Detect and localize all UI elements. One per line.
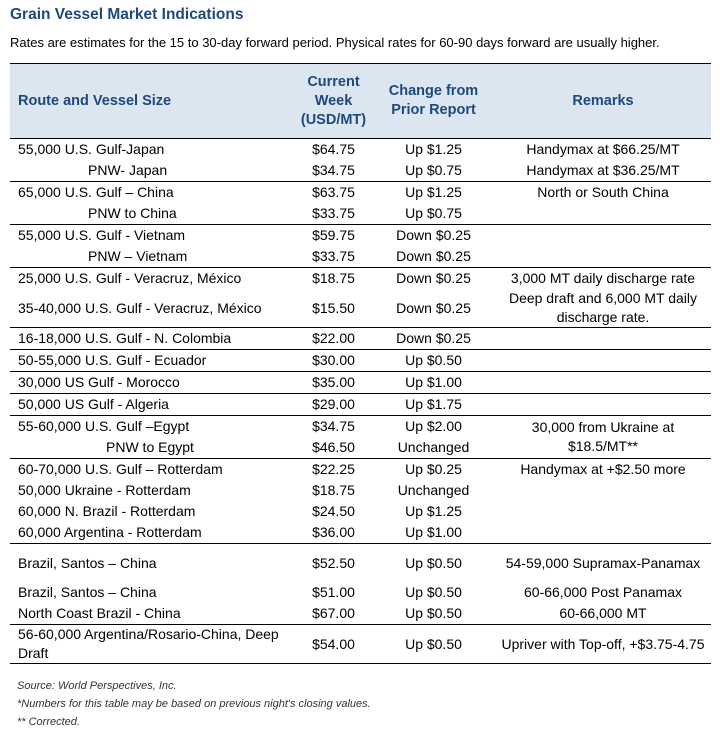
- table-row: [10, 459, 711, 481]
- route-cell: PNW to Egypt: [106, 439, 194, 455]
- rate-cell: $36.00: [312, 524, 355, 540]
- rate-cell: $64.75: [312, 141, 355, 157]
- remarks-cell: 60-66,000 MT: [559, 605, 647, 621]
- route-cell: PNW- Japan: [88, 162, 168, 178]
- row-group: [10, 416, 711, 459]
- table-row: [10, 225, 711, 247]
- remarks-cell: [495, 522, 711, 544]
- table-row: [10, 480, 711, 501]
- remarks-cell: Handymax at +$2.50 more: [520, 461, 686, 477]
- change-cell: Up $0.25: [405, 461, 462, 477]
- route-cell: Brazil, Santos – China: [18, 554, 157, 571]
- footnote-source: Source: World Perspectives, Inc.: [17, 680, 177, 692]
- route-cell: 50,000 US Gulf - Algeria: [18, 396, 169, 412]
- change-cell: Up $2.00: [405, 418, 462, 434]
- rate-cell: $34.75: [312, 418, 355, 434]
- rate-cell: $18.75: [312, 270, 355, 286]
- table-row: [10, 289, 711, 328]
- row-group: [10, 372, 711, 394]
- route-cell: 60,000 Argentina - Rotterdam: [18, 524, 202, 540]
- rate-cell: $24.50: [312, 503, 355, 519]
- rate-cell: $30.00: [312, 352, 355, 368]
- page-subtitle: Rates are estimates for the 15 to 30-day forward period. Physical rates for 60-90 days forward are usually higher.: [10, 35, 660, 50]
- table-row: [10, 625, 711, 664]
- remarks-cell: [495, 350, 711, 372]
- remarks-cell: 60-66,000 Post Panamax: [524, 584, 682, 600]
- remarks-cell: [495, 372, 711, 394]
- rate-cell: $46.50: [312, 439, 355, 455]
- header-row: [10, 64, 711, 139]
- table-row: [10, 582, 711, 603]
- table-row: [10, 246, 711, 268]
- route-cell: PNW to China: [88, 205, 177, 221]
- footnotes: [17, 677, 371, 731]
- change-cell: Up $0.50: [405, 605, 462, 621]
- header-change: Change from Prior Report: [372, 64, 495, 139]
- header-route: Route and Vessel Size: [10, 64, 295, 139]
- row-group: [10, 350, 711, 372]
- remarks-cell: 54-59,000 Supramax-Panamax: [505, 554, 701, 571]
- row-group: [10, 459, 711, 544]
- route-cell: 55-60,000 U.S. Gulf –Egypt: [18, 418, 190, 434]
- change-cell: Unchanged: [397, 439, 470, 455]
- table-row: [10, 268, 711, 290]
- route-cell: Brazil, Santos – China: [18, 584, 157, 600]
- table-row: [10, 182, 711, 204]
- table-row: [10, 394, 711, 416]
- change-cell: Up $1.75: [405, 396, 462, 412]
- change-cell: Up $1.00: [405, 524, 462, 540]
- table-row: [10, 203, 711, 225]
- route-cell: 30,000 US Gulf - Morocco: [18, 374, 180, 390]
- change-cell: Up $1.25: [405, 184, 462, 200]
- table-row: [10, 350, 711, 372]
- rate-cell: $51.00: [312, 584, 355, 600]
- change-cell: Up $1.00: [405, 374, 462, 390]
- route-cell: 50-55,000 U.S. Gulf - Ecuador: [18, 352, 207, 368]
- route-cell: 60-70,000 U.S. Gulf – Rotterdam: [18, 461, 223, 477]
- market-table: [10, 63, 711, 664]
- rate-cell: $67.00: [312, 605, 355, 621]
- change-cell: Up $0.50: [405, 352, 462, 368]
- table-row: [10, 160, 711, 182]
- route-cell: 55,000 U.S. Gulf - Vietnam: [18, 227, 186, 243]
- rate-cell: $59.75: [312, 227, 355, 243]
- route-cell: 50,000 Ukraine - Rotterdam: [18, 482, 191, 498]
- rate-cell: $35.00: [312, 374, 355, 390]
- remarks-cell: Deep draft and 6,000 MT daily discharge rate.: [508, 290, 698, 325]
- table-row: [10, 501, 711, 522]
- page-title: Grain Vessel Market Indications: [10, 6, 244, 23]
- table-row: [10, 603, 711, 625]
- remarks-cell: [495, 203, 711, 225]
- row-group: [10, 182, 711, 225]
- row-group: [10, 544, 711, 625]
- remarks-cell: Upriver with Top-off, +$3.75-4.75: [501, 635, 705, 652]
- change-cell: Up $1.25: [405, 503, 462, 519]
- change-cell: Up $0.75: [405, 205, 462, 221]
- change-cell: Unchanged: [397, 482, 470, 498]
- table-row: [10, 328, 711, 350]
- rate-cell: $33.75: [312, 248, 355, 264]
- change-cell: Down $0.25: [396, 227, 471, 243]
- change-cell: Up $0.50: [405, 584, 462, 600]
- remarks-cell: Handymax at $66.25/MT: [526, 141, 680, 157]
- route-cell: North Coast Brazil - China: [18, 605, 181, 621]
- change-cell: Up $0.50: [405, 635, 462, 652]
- remarks-cell: 30,000 from Ukraine at $18.5/MT**: [531, 419, 675, 454]
- remarks-cell: [495, 328, 711, 350]
- route-cell: 56-60,000 Argentina/Rosario-China, Deep Draft: [18, 626, 279, 661]
- rate-cell: $52.50: [312, 554, 355, 571]
- row-group: [10, 625, 711, 664]
- rate-cell: $29.00: [312, 396, 355, 412]
- route-cell: PNW – Vietnam: [88, 248, 188, 264]
- change-cell: Up $0.50: [405, 554, 462, 571]
- route-cell: 35-40,000 U.S. Gulf - Veracruz, México: [18, 299, 262, 316]
- header-remarks: Remarks: [495, 64, 711, 139]
- remarks-cell: 3,000 MT daily discharge rate: [510, 270, 696, 286]
- rate-cell: $15.50: [312, 299, 355, 316]
- row-group: [10, 394, 711, 416]
- row-group: [10, 139, 711, 182]
- row-group: [10, 225, 711, 268]
- remarks-cell: [495, 225, 711, 247]
- rate-cell: $34.75: [312, 162, 355, 178]
- change-cell: Up $1.25: [405, 141, 462, 157]
- remarks-cell: [495, 501, 711, 522]
- remarks-cell: [495, 394, 711, 416]
- remarks-cell: [495, 480, 711, 501]
- change-cell: Down $0.25: [396, 299, 471, 316]
- footnote-closing: *Numbers for this table may be based on previous night's closing values.: [17, 698, 371, 710]
- route-cell: 60,000 N. Brazil - Rotterdam: [18, 503, 196, 519]
- remarks-cell: Handymax at $36.25/MT: [526, 162, 680, 178]
- header-rate: Current Week (USD/MT): [295, 64, 372, 139]
- remarks-cell: [495, 246, 711, 268]
- table-row: [10, 139, 711, 161]
- row-group: [10, 328, 711, 350]
- table-row: [10, 522, 711, 544]
- change-cell: Up $0.75: [405, 162, 462, 178]
- rate-cell: $63.75: [312, 184, 355, 200]
- table-row: [10, 372, 711, 394]
- rate-cell: $22.00: [312, 330, 355, 346]
- route-cell: 55,000 U.S. Gulf-Japan: [18, 141, 165, 157]
- rate-cell: $33.75: [312, 205, 355, 221]
- row-group: [10, 268, 711, 328]
- rate-cell: $22.25: [312, 461, 355, 477]
- route-cell: 16-18,000 U.S. Gulf - N. Colombia: [18, 330, 232, 346]
- change-cell: Down $0.25: [396, 270, 471, 286]
- route-cell: 65,000 U.S. Gulf – China: [18, 184, 174, 200]
- change-cell: Down $0.25: [396, 330, 471, 346]
- table-row: [10, 416, 711, 438]
- table-row: [10, 544, 711, 583]
- change-cell: Down $0.25: [396, 248, 471, 264]
- remarks-cell: North or South China: [537, 184, 669, 200]
- rate-cell: $54.00: [312, 635, 355, 652]
- rate-cell: $18.75: [312, 482, 355, 498]
- route-cell: 25,000 U.S. Gulf - Veracruz, México: [18, 270, 242, 286]
- footnote-corrected: ** Corrected.: [17, 716, 80, 728]
